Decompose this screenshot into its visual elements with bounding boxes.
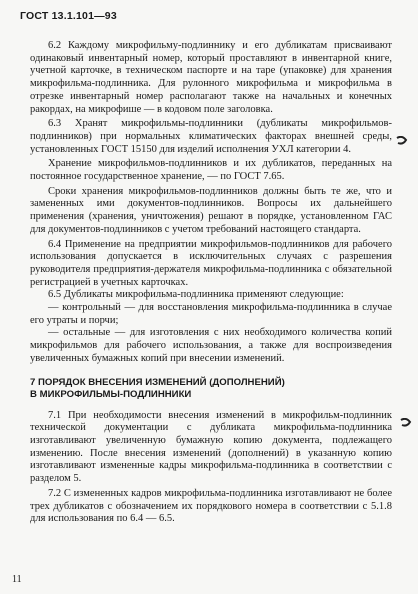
paragraph-terms: Сроки хранения микрофильмов-подлинников должны быть те же, что и замененных ими документов-подлинников. Вопросы их дальнейшего применения (хранения, уничтожения) решают в порядке, установленном ГАС для документов-подлинников с учетом требований настоящего стандарта. (30, 185, 392, 235)
paragraph-7-2: 7.2 С измененных кадров микрофильма-подлинника изготавливают не более трех дубликатов с обозначением их порядкового номера в соответствии с 5.1.8 для использования по 6.4 — 6.5. (30, 487, 392, 525)
section-heading-line2: В МИКРОФИЛЬМЫ-ПОДЛИННИКИ (30, 388, 192, 400)
page-header: ГОСТ 13.1.101—93 (20, 10, 117, 22)
binder-mark-icon (396, 136, 408, 146)
paragraph-6-2: 6.2 Каждому микрофильму-подлиннику и его дубликатам присваивают одинаковый инвентарный номер, который проставляют в инвентарной книге, учетной карточке, в техническом паспорте и на таре (упаковке) для хранения микрофильма-подлинника. Для рулонного микрофильма и микрофильма в отрезке инвентарный номер располагают также на начальных и конечных ракордах, на микрофише — в кодовом поле заголовка. (30, 40, 392, 115)
paragraph-7-1: 7.1 При необходимости внесения изменений в микрофильм-подлинник технической документации с дубликата микрофильма-подлинника изготавливают увеличенную бумажную копию документа, подлежащего изменению. После внесения изменений (дополнений) в указанную копию изготавливают измененные кадры микрофильма-подлинника в соответствии с разделом 5. (30, 409, 392, 485)
section-heading (30, 377, 392, 401)
paragraph-6-3: 6.3 Хранят микрофильмы-подлинники (дубликаты микрофильмов-подлинников) при нормальных климатических факторах внешней среды, установленных ГОСТ 15150 для изделий исполнения УХЛ категории 4. (30, 118, 392, 155)
binder-mark-icon (400, 418, 412, 428)
list-item-control: — контрольный — для восстановления микрофильма-подлинника в случае его утраты и порчи; (30, 302, 392, 326)
paragraph-storage: Хранение микрофильмов-подлинников и их дубликатов, переданных на постоянное государственное хранение, — по ГОСТ 7.65. (30, 158, 392, 183)
page-number: 11 (12, 574, 22, 585)
list-item-others: — остальные — для изготовления с них необходимого количества копий микрофильмов для рабочего использования, а также для воспроизведения увеличенных бумажных копий при внесении изменений. (30, 327, 392, 364)
document-body (30, 40, 392, 526)
paragraph-6-5: 6.5 Дубликаты микрофильма-подлинника применяют следующие: (48, 289, 344, 301)
paragraph-6-4: 6.4 Применение на предприятии микрофильмов-подлинников для рабочего использования допускается в исключительных случаях с разрешения руководителя предприятия-держателя микрофильма-подлинника с обязательной регистрацией в учетных карточках. (30, 238, 392, 288)
section-heading-line1: 7 ПОРЯДОК ВНЕСЕНИЯ ИЗМЕНЕНИЙ (ДОПОЛНЕНИЙ) (30, 376, 285, 388)
